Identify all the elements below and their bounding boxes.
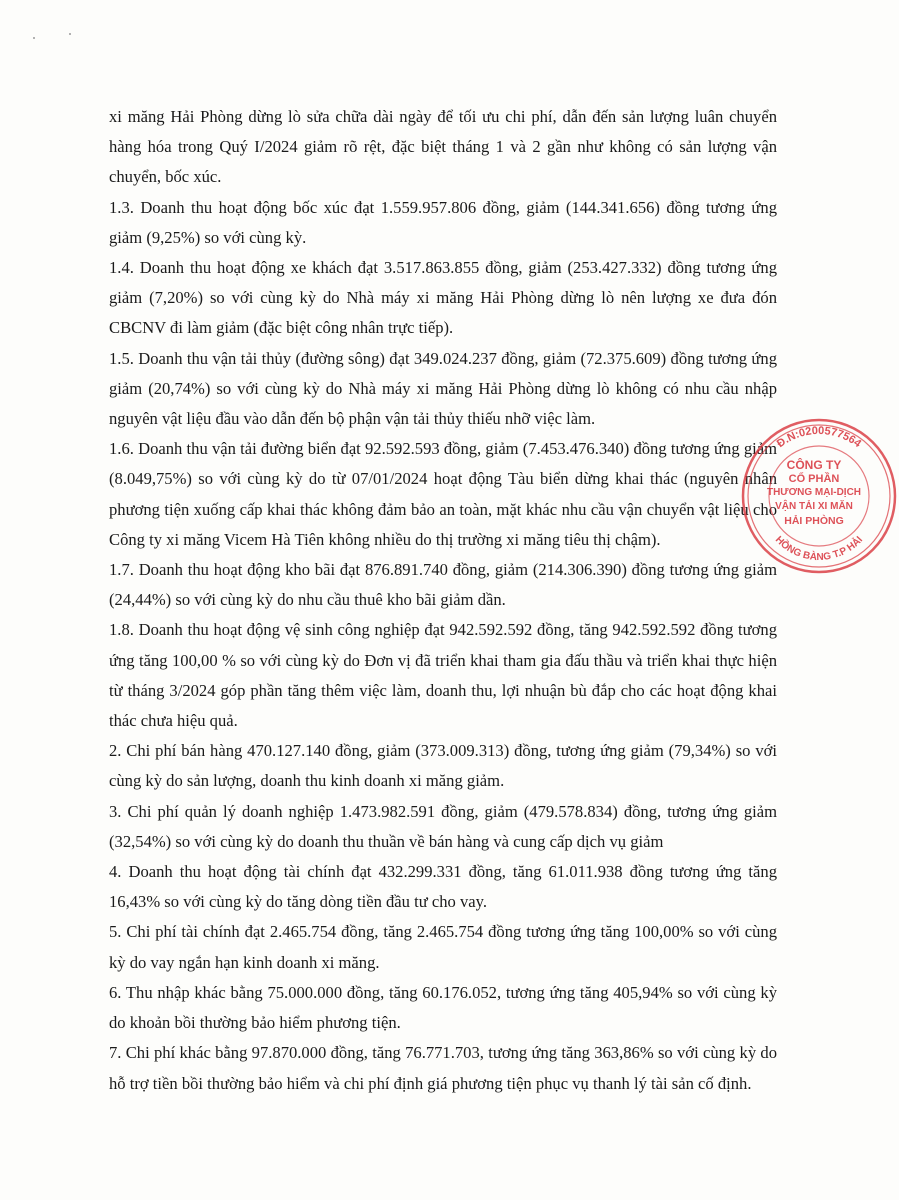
paragraph-1-3: 1.3. Doanh thu hoạt động bốc xúc đạt 1.559.957.806 đồng, giảm (144.341.656) đồng tương ứng giảm (9,25%) so với cùng kỳ. [109, 197, 777, 247]
seal-ring-text: Đ.N:0200577564 [774, 424, 864, 451]
paragraph-intro-continued: xi măng Hải Phòng dừng lò sửa chữa dài ngày để tối ưu chi phí, dẫn đến sản lượng luân chuyển hàng hóa trong Quý I/2024 giảm rõ rệt, đặc biệt tháng 1 và 2 gần như không có sản lượng vận chuyển, bốc xúc. [109, 107, 777, 187]
paragraph-1-8: 1.8. Doanh thu hoạt động vệ sinh công nghiệp đạt 942.592.592 đồng, tăng 942.592.592 đồng tương ứng tăng 100,00 % so với cùng kỳ do Đơn vị đã triển khai tham gia đấu thầu và triển khai thực hiện từ tháng 3/2024 góp phần tăng thêm việc làm, doanh thu, lợi nhuận bù đắp cho các hoạt động khai thác chưa hiệu quả. [109, 620, 777, 731]
paragraph-1-5: 1.5. Doanh thu vận tải thủy (đường sông) đạt 349.024.237 đồng, giảm (72.375.609) đồng tương ứng giảm (20,74%) so với cùng kỳ do Nhà máy xi măng Hải Phòng dừng lò không có nhu cầu nhập nguyên vật liệu đầu vào dẫn đến bộ phận vận tải thủy thiếu nhỡ việc làm. [109, 348, 777, 429]
paragraph-1-7: 1.7. Doanh thu hoạt động kho bãi đạt 876.891.740 đồng, giảm (214.306.390) đồng tương ứng giảm (24,44%) so với cùng kỳ do nhu cầu thuê kho bãi giảm dần. [109, 560, 777, 610]
paragraph-1-4: 1.4. Doanh thu hoạt động xe khách đạt 3.517.863.855 đồng, giảm (253.427.332) đồng tương ứng giảm (7,20%) so với cùng kỳ do Nhà máy xi măng Hải Phòng dừng lò nên lượng xe đưa đón CBCNV đi làm giảm (đặc biệt công nhân trực tiếp). [109, 258, 777, 338]
seal-ring-text-bottom: HỒNG BÀNG T.P HẢI [772, 534, 866, 564]
seal-line-1: CÔNG TY [786, 458, 842, 472]
paragraph-2: 2. Chi phí bán hàng 470.127.140 đồng, giảm (373.009.313) đồng, tương ứng giảm (79,34%) so với cùng kỳ do sản lượng, doanh thu kinh doanh xi măng giảm. [109, 741, 777, 791]
seal-line-5: HẢI PHÒNG [784, 515, 844, 527]
paragraph-7: 7. Chi phí khác bằng 97.870.000 đồng, tăng 76.771.703, tương ứng tăng 363,86% so với cùng kỳ do hỗ trợ tiền bồi thường bảo hiểm và chi phí định giá phương tiện phục vụ thanh lý tài sản cố định. [109, 1043, 777, 1093]
seal-line-3: THƯƠNG MẠI-DỊCH [766, 487, 862, 498]
paragraph-5: 5. Chi phí tài chính đạt 2.465.754 đồng, tăng 2.465.754 đồng tương ứng tăng 100,00% so với cùng kỳ do vay ngắn hạn kinh doanh xi măng. [109, 922, 777, 972]
paragraph-4: 4. Doanh thu hoạt động tài chính đạt 432.299.331 đồng, tăng 61.011.938 đồng tương ứng tăng 16,43% so với cùng kỳ do tăng dòng tiền đầu tư cho vay. [109, 862, 777, 912]
paragraph-1-6: 1.6. Doanh thu vận tải đường biển đạt 92.592.593 đồng, giảm (7.453.476.340) đồng tương ứng giảm (8.049,75%) so với cùng kỳ do từ 07/01/2024 hoạt động Tàu biển dừng khai thác (nguyên nhân phương tiện xuống cấp khai thác không đảm bảo an toàn, mặt khác nhu cầu vận chuyển vật liệu cho Công ty xi măng Vicem Hà Tiên không nhiều do thị trường xi măng tiêu thị chậm). [109, 439, 777, 549]
seal-line-2: CỔ PHẦN [788, 473, 840, 485]
seal-line-4: VẬN TẢI XI MĂN [775, 501, 853, 512]
document-body [109, 102, 777, 1099]
paragraph-6: 6. Thu nhập khác bằng 75.000.000 đồng, tăng 60.176.052, tương ứng tăng 405,94% so với cùng kỳ do khoản bồi thường bảo hiểm phương tiện. [109, 982, 777, 1033]
paragraph-3: 3. Chi phí quản lý doanh nghiệp 1.473.982.591 đồng, giảm (479.578.834) đồng, tương ứng giảm (32,54%) so với cùng kỳ do doanh thu thuần về bán hàng và cung cấp dịch vụ giảm [109, 801, 777, 851]
